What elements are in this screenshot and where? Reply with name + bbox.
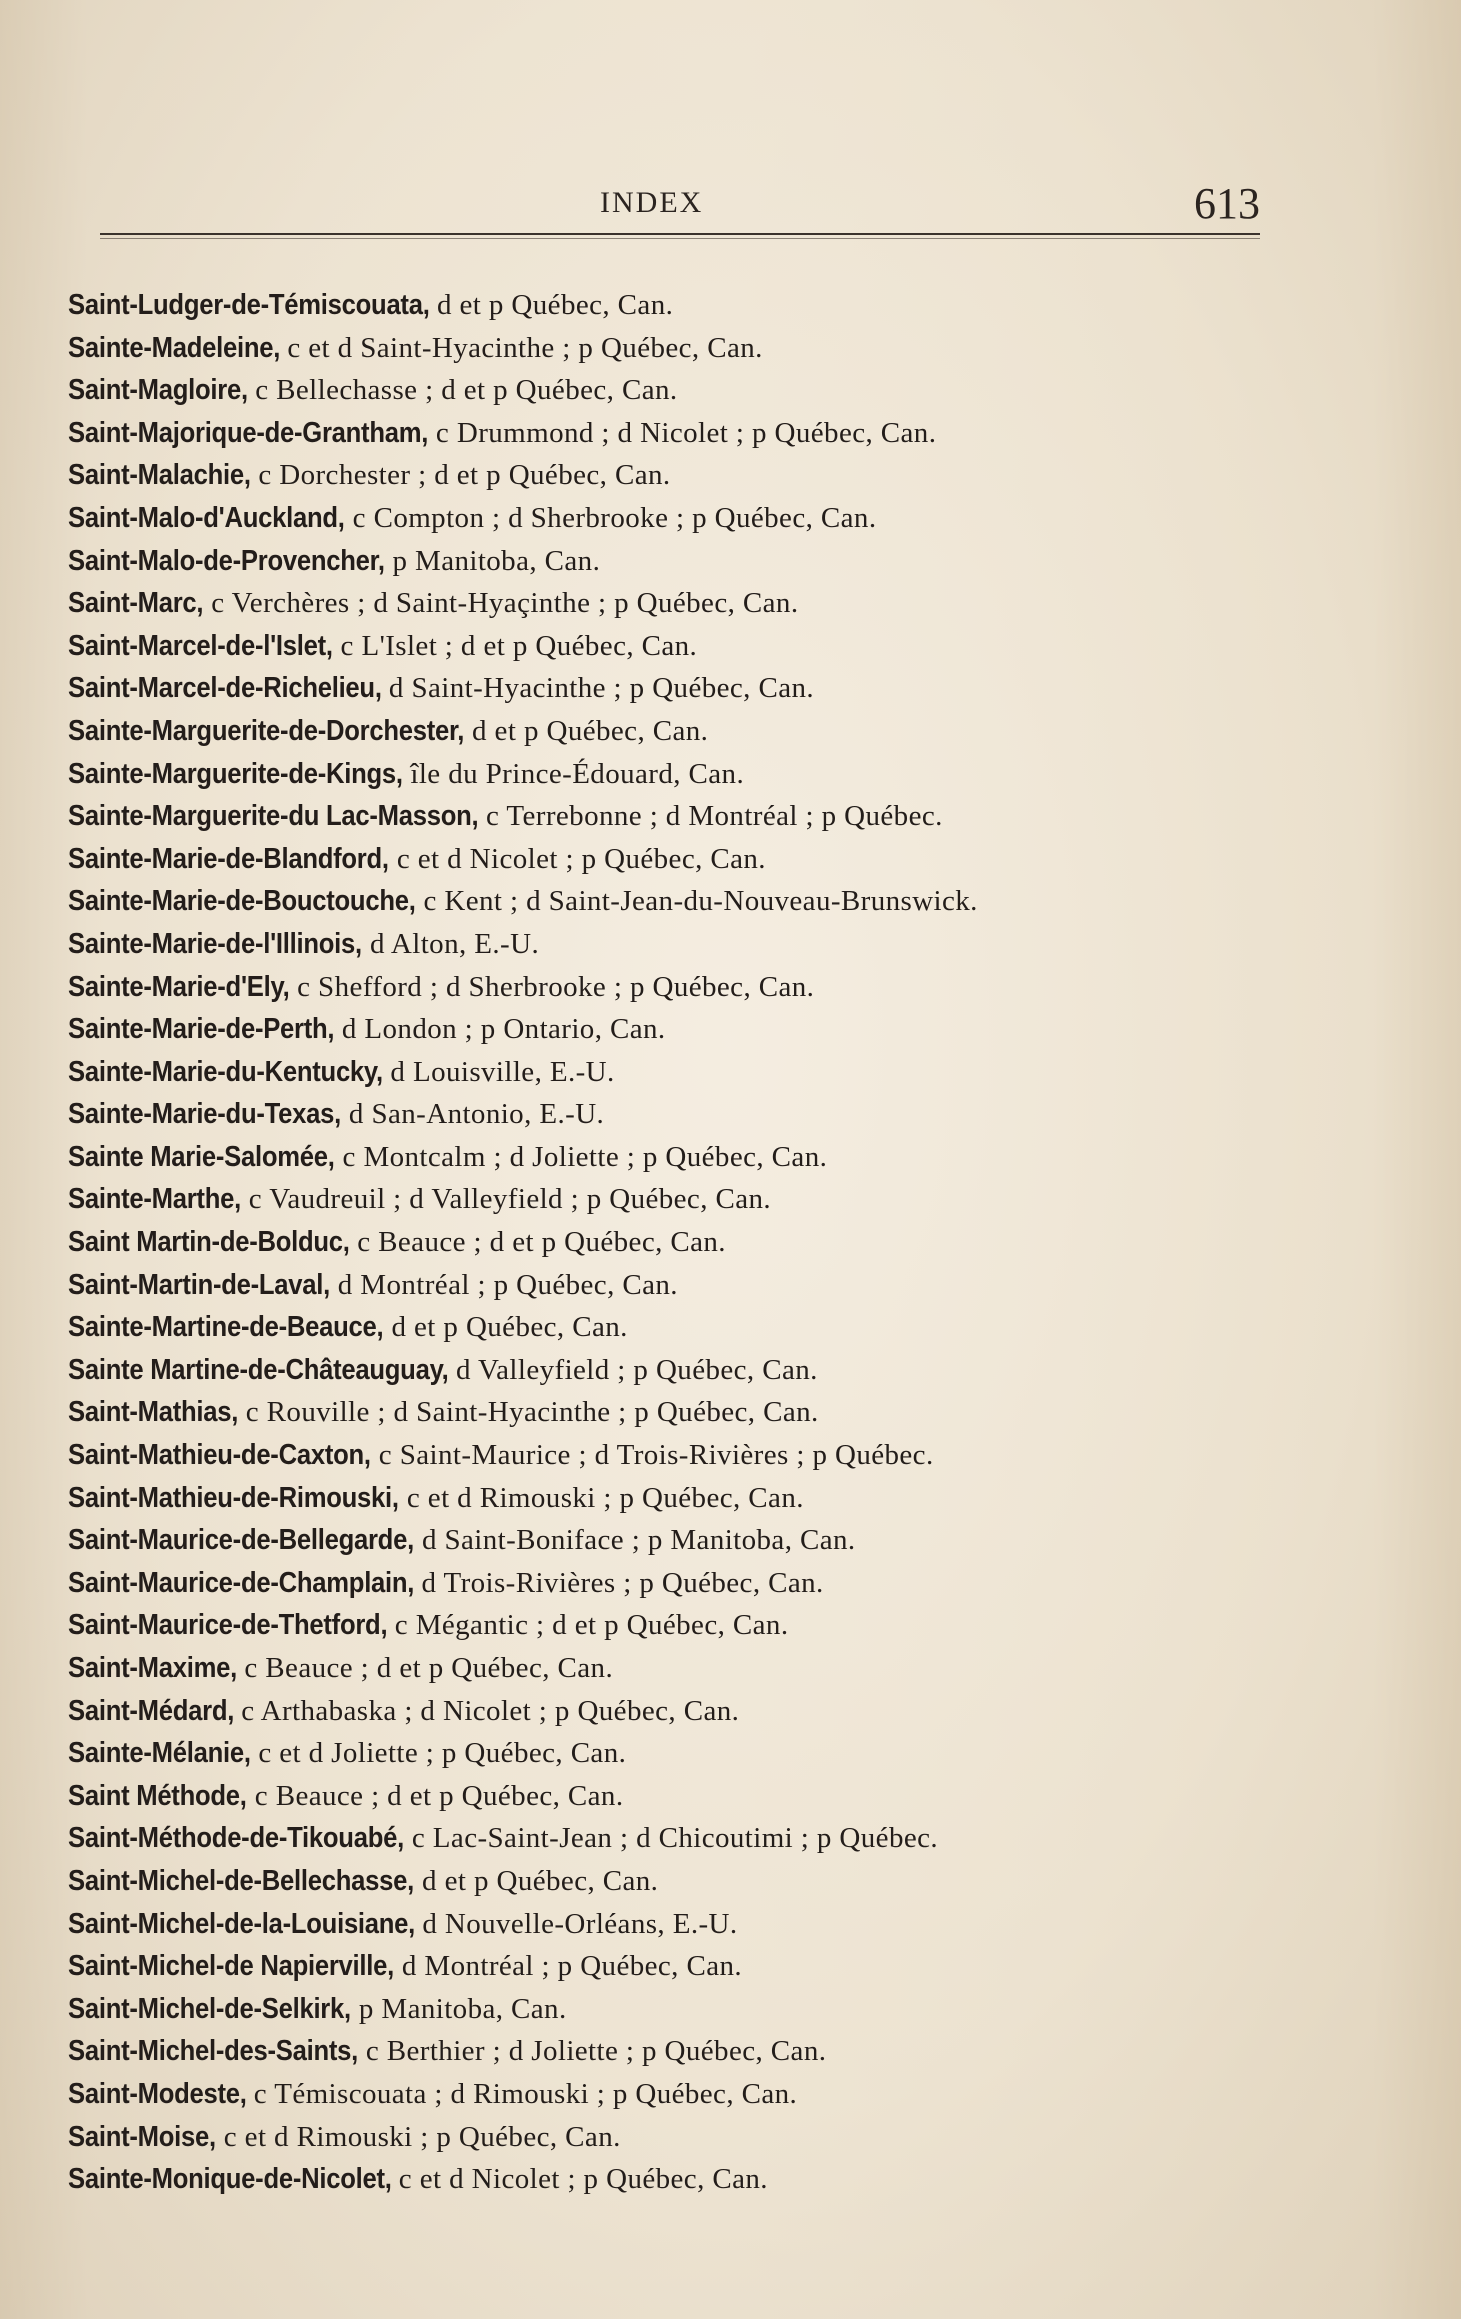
entry-place-name: Sainte-Marie-du-Kentucky,	[68, 1055, 383, 1088]
entry-place-name: Saint-Michel-des-Saints,	[68, 2035, 358, 2068]
index-entry	[68, 880, 1268, 923]
entry-description: d London ; p Ontario, Can.	[334, 1013, 666, 1046]
index-entry	[68, 582, 1268, 625]
header-rule	[100, 233, 1260, 235]
entry-description: d Saint-Boniface ; p Manitoba, Can.	[414, 1524, 856, 1557]
entry-description: c Kent ; d Saint-Jean-du-Nouveau-Brunswick.	[415, 885, 978, 918]
index-entry	[68, 1477, 1268, 1520]
index-entry	[68, 1051, 1268, 1094]
entry-description: p Manitoba, Can.	[351, 1992, 567, 2025]
entry-description: c Beauce ; d et p Québec, Can.	[247, 1779, 624, 1812]
index-entry	[68, 795, 1268, 838]
entry-place-name: Saint-Malo-de-Provencher,	[68, 544, 385, 577]
entry-description: c et d Nicolet ; p Québec, Can.	[391, 2163, 768, 2196]
entry-place-name: Saint-Michel-de Napierville,	[68, 1950, 394, 1983]
entry-place-name: Sainte-Marguerite-de-Dorchester,	[68, 714, 465, 747]
entry-description: c Berthier ; d Joliette ; p Québec, Can.	[358, 2035, 827, 2068]
index-entry	[68, 923, 1268, 966]
entry-place-name: Saint-Méthode-de-Tikouabé,	[68, 1822, 404, 1855]
running-head: INDEX	[600, 186, 704, 219]
index-entry	[68, 1945, 1268, 1988]
index-entry	[68, 838, 1268, 881]
entry-place-name: Sainte-Marie-de-Perth,	[68, 1013, 335, 1046]
index-entry	[68, 1690, 1268, 1733]
entry-description: d et p Québec, Can.	[383, 1311, 628, 1344]
entry-description: c Saint-Maurice ; d Trois-Rivières ; p Québec.	[371, 1439, 934, 1472]
entry-description: d et p Québec, Can.	[414, 1864, 659, 1897]
page-header	[100, 178, 1260, 248]
entry-place-name: Saint-Maurice-de-Thetford,	[68, 1609, 388, 1642]
entry-place-name: Saint-Maurice-de-Champlain,	[68, 1566, 415, 1599]
entry-place-name: Saint-Majorique-de-Grantham,	[68, 416, 429, 449]
entry-place-name: Sainte Marie-Salomée,	[68, 1140, 335, 1173]
index-entry	[68, 1434, 1268, 1477]
index-entry	[68, 1178, 1268, 1221]
entry-place-name: Saint-Mathieu-de-Rimouski,	[68, 1481, 399, 1514]
entry-place-name: Saint-Marc,	[68, 587, 204, 620]
entry-place-name: Saint-Ludger-de-Témiscouata,	[68, 289, 430, 321]
index-entry	[68, 1008, 1268, 1051]
entry-description: c Bellechasse ; d et p Québec, Can.	[247, 374, 678, 407]
index-entry	[68, 1349, 1268, 1392]
entry-place-name: Saint-Modeste,	[68, 2077, 247, 2110]
entry-place-name: Saint-Médard,	[68, 1694, 235, 1727]
entry-description: c et d Rimouski ; p Québec, Can.	[399, 1481, 804, 1514]
entry-description: c Vaudreuil ; d Valleyfield ; p Québec, Can.	[241, 1183, 772, 1216]
index-entry	[68, 1732, 1268, 1775]
entry-description: c L'Islet ; d et p Québec, Can.	[332, 629, 698, 662]
index-entry	[68, 369, 1268, 412]
index-entry	[68, 2158, 1268, 2201]
index-entry	[68, 412, 1268, 455]
entry-description: d Louisville, E.-U.	[382, 1055, 615, 1088]
index-entry	[68, 327, 1268, 370]
entry-place-name: Sainte-Marie-du-Texas,	[68, 1098, 341, 1131]
entry-description: d Trois-Rivières ; p Québec, Can.	[413, 1566, 824, 1599]
entry-description: c Témiscouata ; d Rimouski ; p Québec, Can.	[246, 2077, 798, 2110]
entry-place-name: Saint-Marcel-de-Richelieu,	[68, 672, 382, 705]
index-entry	[68, 1988, 1268, 2031]
entry-description: c Shefford ; d Sherbrooke ; p Québec, Can.	[289, 970, 815, 1003]
entry-place-name: Sainte-Marie-de-l'Illinois,	[68, 927, 362, 960]
entry-description: c Beauce ; d et p Québec, Can.	[236, 1652, 614, 1684]
entry-description: d Nouvelle-Orléans, E.-U.	[414, 1907, 738, 1940]
entry-place-name: Saint-Mathias,	[68, 1396, 239, 1429]
entry-place-name: Sainte-Marguerite-de-Kings,	[68, 757, 403, 790]
index-entry	[68, 1264, 1268, 1307]
entry-place-name: Sainte-Martine-de-Beauce,	[68, 1311, 384, 1344]
entry-description: c Beauce ; d et p Québec, Can.	[349, 1226, 726, 1259]
entry-place-name: Saint Méthode,	[68, 1779, 247, 1812]
index-entries	[68, 284, 1268, 2201]
entry-place-name: Saint-Martin-de-Laval,	[68, 1268, 330, 1301]
entry-description: c Lac-Saint-Jean ; d Chicoutimi ; p Québec.	[404, 1822, 939, 1855]
entry-place-name: Saint-Michel-de-la-Louisiane,	[68, 1907, 416, 1940]
index-entry	[68, 625, 1268, 668]
entry-place-name: Sainte-Marie-de-Bouctouche,	[68, 885, 416, 918]
index-entry	[68, 1775, 1268, 1818]
entry-description: c Terrebonne ; d Montréal ; p Québec.	[478, 800, 943, 833]
entry-description: d et p Québec, Can.	[429, 289, 674, 321]
entry-place-name: Saint-Mathieu-de-Caxton,	[68, 1439, 371, 1472]
index-entry	[68, 284, 1268, 327]
page-number: 613	[1194, 179, 1260, 228]
entry-description: c et d Nicolet ; p Québec, Can.	[389, 842, 766, 875]
index-entry	[68, 667, 1268, 710]
entry-place-name: Sainte-Mélanie,	[68, 1737, 251, 1770]
index-entry	[68, 710, 1268, 753]
index-entry	[68, 1136, 1268, 1179]
entry-place-name: Sainte-Marthe,	[68, 1183, 241, 1216]
entry-place-name: Saint-Maurice-de-Bellegarde,	[68, 1524, 414, 1557]
entry-place-name: Saint-Malo-d'Auckland,	[68, 501, 345, 534]
entry-description: c Mégantic ; d et p Québec, Can.	[387, 1609, 789, 1642]
entry-place-name: Sainte Martine-de-Châteauguay,	[68, 1353, 449, 1386]
index-entry	[68, 1221, 1268, 1264]
entry-description: d Alton, E.-U.	[362, 927, 540, 960]
entry-place-name: Saint-Maxime,	[68, 1652, 237, 1684]
entry-place-name: Saint-Michel-de-Bellechasse,	[68, 1864, 414, 1897]
entry-description: d Valleyfield ; p Québec, Can.	[448, 1353, 818, 1386]
entry-description: c Dorchester ; d et p Québec, Can.	[250, 459, 671, 492]
index-entry	[68, 497, 1268, 540]
index-entry	[68, 1519, 1268, 1562]
entry-description: d Saint-Hyacinthe ; p Québec, Can.	[381, 672, 815, 705]
entry-description: c et d Rimouski ; p Québec, Can.	[216, 2120, 621, 2153]
entry-place-name: Sainte-Marguerite-du Lac-Masson,	[68, 800, 479, 833]
entry-description: d San-Antonio, E.-U.	[341, 1098, 605, 1131]
entry-place-name: Sainte-Marie-de-Blandford,	[68, 842, 389, 875]
entry-place-name: Sainte-Marie-d'Ely,	[68, 970, 290, 1003]
index-entry	[68, 540, 1268, 583]
entry-description: c Arthabaska ; d Nicolet ; p Québec, Can.	[233, 1694, 740, 1727]
entry-description: p Manitoba, Can.	[384, 544, 601, 577]
entry-description: d Montréal ; p Québec, Can.	[394, 1950, 743, 1983]
index-entry	[68, 2073, 1268, 2116]
index-entry	[68, 1860, 1268, 1903]
index-entry	[68, 753, 1268, 796]
index-entry	[68, 1562, 1268, 1605]
entry-description: île du Prince-Édouard, Can.	[402, 757, 745, 790]
index-entry	[68, 966, 1268, 1009]
index-entry	[68, 1093, 1268, 1136]
entry-place-name: Saint-Moise,	[68, 2120, 216, 2153]
index-entry	[68, 1903, 1268, 1946]
entry-place-name: Saint-Michel-de-Selkirk,	[68, 1992, 351, 2025]
entry-description: d et p Québec, Can.	[464, 714, 709, 747]
index-entry	[68, 2116, 1268, 2159]
index-entry	[68, 1306, 1268, 1349]
index-entry	[68, 1647, 1268, 1690]
entry-place-name: Saint-Marcel-de-l'Islet,	[68, 629, 333, 662]
entry-description: c et d Saint-Hyacinthe ; p Québec, Can.	[279, 331, 763, 364]
entry-description: c et d Joliette ; p Québec, Can.	[250, 1737, 627, 1770]
entry-description: c Drummond ; d Nicolet ; p Québec, Can.	[428, 416, 937, 449]
entry-description: c Montcalm ; d Joliette ; p Québec, Can.	[334, 1140, 828, 1173]
entry-place-name: Sainte-Monique-de-Nicolet,	[68, 2163, 392, 2196]
entry-place-name: Saint-Malachie,	[68, 459, 251, 492]
entry-description: c Rouville ; d Saint-Hyacinthe ; p Québec, Can.	[238, 1396, 819, 1429]
index-entry	[68, 1391, 1268, 1434]
entry-place-name: Sainte-Madeleine,	[68, 331, 281, 364]
index-entry	[68, 1604, 1268, 1647]
index-entry	[68, 2030, 1268, 2073]
entry-place-name: Saint Martin-de-Bolduc,	[68, 1226, 350, 1259]
entry-place-name: Saint-Magloire,	[68, 374, 248, 407]
index-entry	[68, 1817, 1268, 1860]
entry-description: d Montréal ; p Québec, Can.	[330, 1268, 678, 1301]
index-entry	[68, 454, 1268, 497]
entry-description: c Compton ; d Sherbrooke ; p Québec, Can.	[345, 501, 877, 534]
entry-description: c Verchères ; d Saint-Hyaçinthe ; p Québec, Can.	[203, 587, 799, 620]
